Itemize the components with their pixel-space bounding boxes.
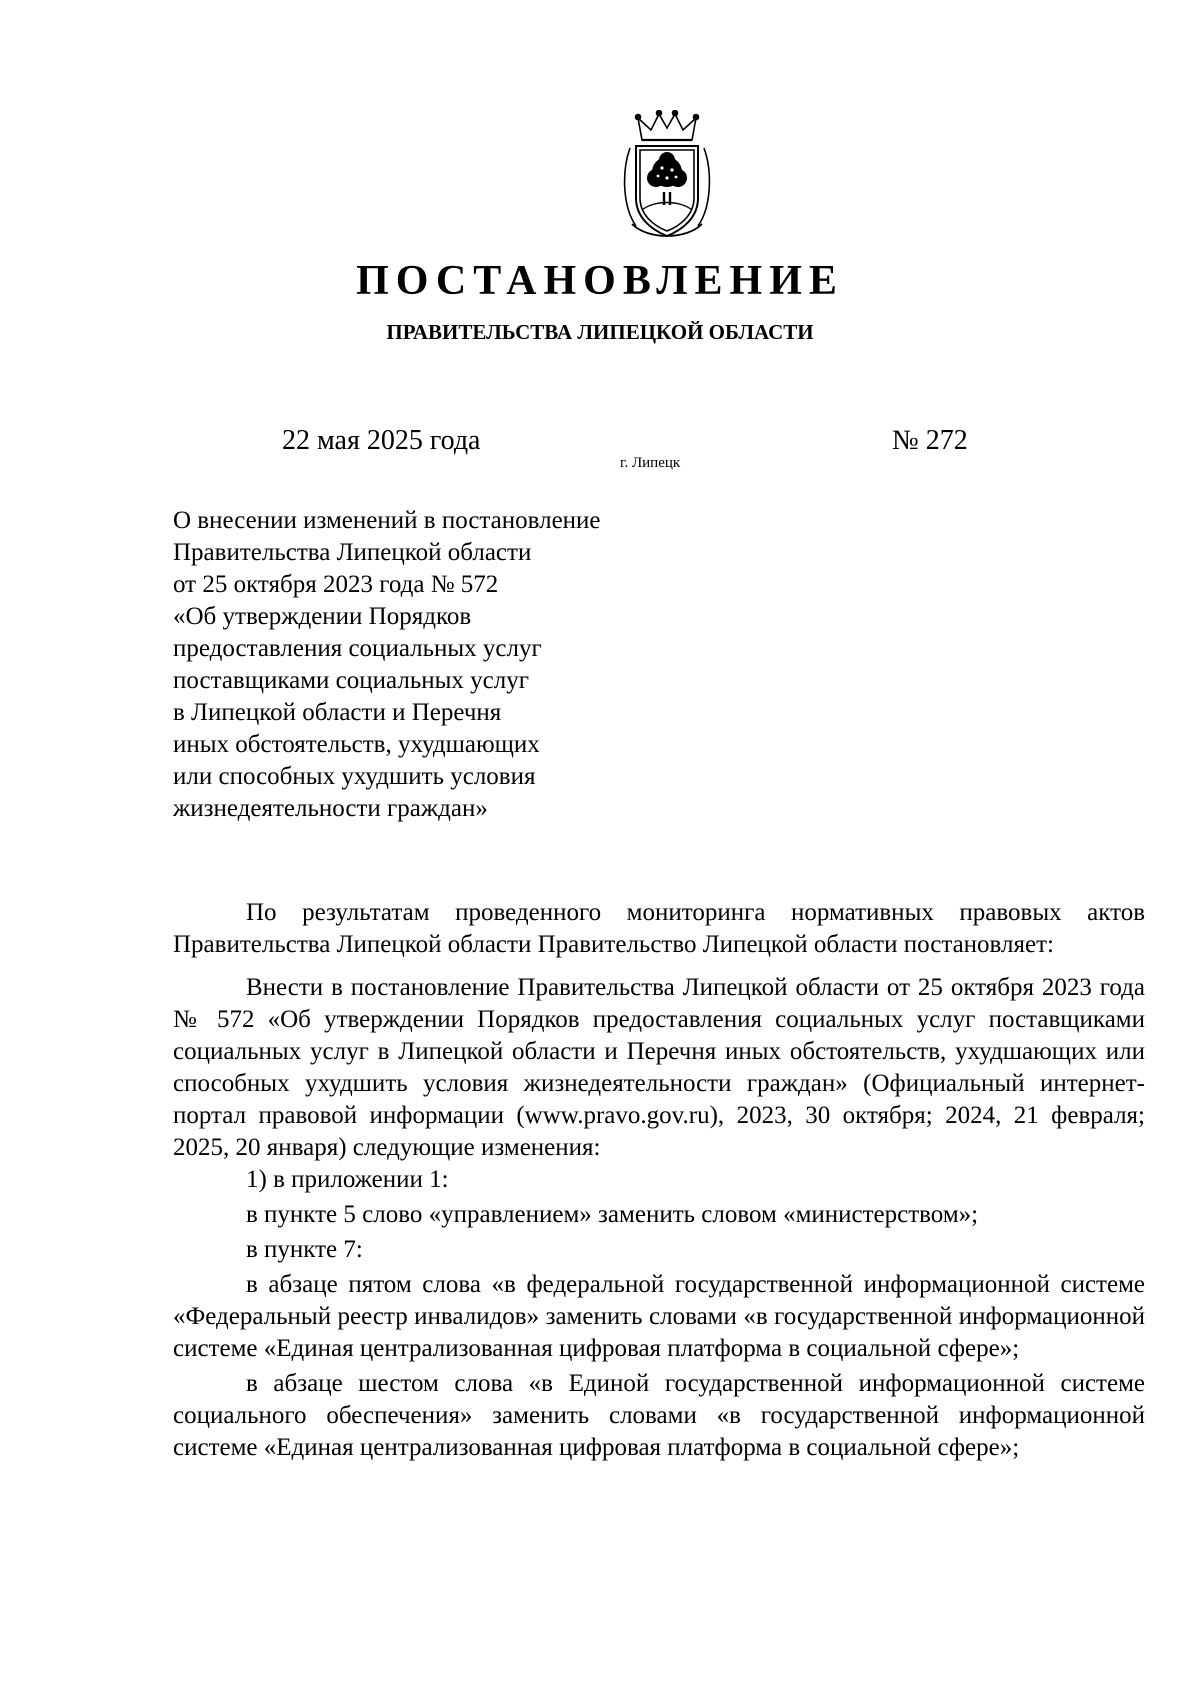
subject-line: иных обстоятельств, ухудшающих: [173, 731, 540, 758]
document-subject: [173, 505, 693, 825]
document-subtitle: ПРАВИТЕЛЬСТВА ЛИПЕЦКОЙ ОБЛАСТИ: [386, 320, 814, 344]
body-paragraph: Внести в постановление Правительства Липецкой области от 25 октября 2023 года № 572 «Об утверждении Порядков предоставления социальных услуг поставщиками социальных услуг в Липецкой области и Перечня иных обстоятельств, ухудшающих или способных ухудшить условия жизнедеятельности граждан» (Официальный интернет-портал правовой информации (www.pravo.gov.ru), 2023, 30 октября; 2024, 21 февраля; 2025, 20 января) следующие изменения:: [173, 974, 1145, 1161]
subject-line: «Об утверждении Порядков: [173, 603, 472, 630]
body-paragraph: 1) в приложении 1:: [246, 1166, 449, 1193]
document-date: 22 мая 2025 года: [282, 425, 481, 456]
document-body: [173, 897, 1145, 1464]
subject-line: от 25 октября 2023 года № 572: [173, 571, 499, 598]
subject-line: в Липецкой области и Перечня: [173, 699, 502, 726]
subject-line: поставщиками социальных услуг: [173, 667, 529, 694]
subject-line: Правительства Липецкой области: [173, 539, 532, 566]
body-paragraph: По результатам проведенного мониторинга нормативных правовых актов Правительства Липецкой области Правительство Липецкой области постановляет:: [173, 899, 1145, 958]
document-city: г. Липецк: [620, 455, 681, 471]
lipetsk-coat-of-arms-icon: [618, 110, 716, 242]
body-paragraph: в пункте 5 слово «управлением» заменить словом «министерством»;: [246, 1201, 979, 1228]
body-paragraph: в абзаце шестом слова «в Единой государственной информационной системе социального обеспечения» заменить словами «в государственной информационной системе «Единая централизованная цифровая платформа в социальной сфере»;: [173, 1370, 1145, 1461]
subject-line: предоставления социальных услуг: [173, 635, 542, 662]
body-paragraph: в пункте 7:: [246, 1236, 363, 1263]
body-paragraph: в абзаце пятом слова «в федеральной государственной информационной системе «Федеральный реестр инвалидов» заменить словами «в государственной информационной системе «Единая централизованная цифровая платформа в социальной сфере»;: [173, 1271, 1145, 1362]
document-number: № 272: [892, 425, 968, 456]
document-title: ПОСТАНОВЛЕНИЕ: [356, 258, 844, 304]
subject-line: О внесении изменений в постановление: [173, 507, 601, 534]
subject-line: жизнедеятельности граждан»: [173, 795, 488, 822]
subject-line: или способных ухудшить условия: [173, 763, 536, 790]
